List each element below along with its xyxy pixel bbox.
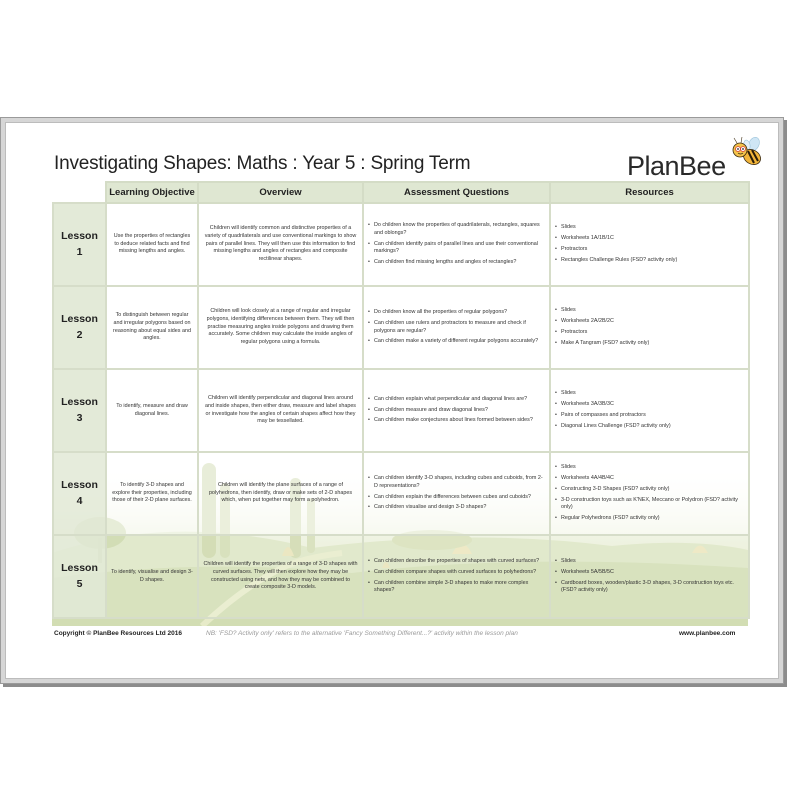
- question-item: • Can children identify 3-D shapes, including cubes and cuboids, from 2-D representations?: [368, 475, 545, 491]
- overview: Children will identify the properties of a range of 3-D shapes with curved surfaces. They will then explore how they may be constructed using nets, and how they may be combined to create composite 3-D models.: [198, 535, 363, 618]
- resource-item: • Worksheets 3A/3B/3C: [555, 401, 744, 409]
- question-item: • Can children describe the properties of shapes with curved surfaces?: [368, 558, 545, 566]
- header-resources: Resources: [550, 182, 749, 203]
- resource-item: • Slides: [555, 307, 744, 315]
- resources: [550, 535, 749, 618]
- resource-item: • Protractors: [555, 246, 744, 254]
- assessment-questions: [363, 369, 550, 452]
- header-empty: [53, 182, 106, 203]
- learning-objective: Use the properties of rectangles to deduce related facts and find missing lengths and angles.: [106, 203, 198, 286]
- header-learning-objective: Learning Objective: [106, 182, 198, 203]
- question-item: • Can children make a variety of different regular polygons accurately?: [368, 338, 545, 346]
- fsd-note: NB: 'FSD? Activity only' refers to the alternative 'Fancy Something Different...?' activity within the lesson plan: [206, 630, 518, 637]
- resources: [550, 286, 749, 369]
- resource-item: • Worksheets 5A/5B/5C: [555, 569, 744, 577]
- resource-item: • Regular Polyhedrons (FSD? activity only): [555, 515, 744, 523]
- question-item: • Can children visualise and design 3-D shapes?: [368, 504, 545, 512]
- table-row: [53, 452, 749, 535]
- question-item: • Can children compare shapes with curved surfaces to polyhedrons?: [368, 569, 545, 577]
- resource-item: • Slides: [555, 224, 744, 232]
- question-item: • Do children know all the properties of regular polygons?: [368, 309, 545, 317]
- overview: Children will identify perpendicular and diagonal lines around and inside shapes, then either draw, measure and label shapes or investigate how the angles of certain shapes affect how they may be tessellated.: [198, 369, 363, 452]
- learning-objective: To identify, visualise and design 3-D shapes.: [106, 535, 198, 618]
- table-row: [53, 203, 749, 286]
- header-assessment-questions: Assessment Questions: [363, 182, 550, 203]
- copyright-text: Copyright © PlanBee Resources Ltd 2016: [54, 630, 182, 637]
- question-item: • Can children identify pairs of parallel lines and use their conventional markings?: [368, 241, 545, 257]
- lesson-label: Lesson 4: [53, 452, 106, 535]
- question-item: • Can children make conjectures about lines formed between sides?: [368, 417, 545, 425]
- resource-item: • Slides: [555, 558, 744, 566]
- lesson-label: Lesson 5: [53, 535, 106, 618]
- resources: [550, 452, 749, 535]
- resource-item: • Slides: [555, 390, 744, 398]
- resource-item: • Protractors: [555, 329, 744, 337]
- table-row: [53, 286, 749, 369]
- assessment-questions: [363, 203, 550, 286]
- table-row: [53, 535, 749, 618]
- learning-objective: To identify, measure and draw diagonal lines.: [106, 369, 198, 452]
- lesson-label: Lesson 1: [53, 203, 106, 286]
- overview: Children will identify common and distinctive properties of a variety of quadrilaterals and use conventional markings to show pairs of parallel lines. They will then use this information to find missing lengths and angles of rectangles and composite rectilinear shapes.: [198, 203, 363, 286]
- assessment-questions: [363, 535, 550, 618]
- header-overview: Overview: [198, 182, 363, 203]
- resources: [550, 203, 749, 286]
- resource-item: • Diagonal Lines Challenge (FSD? activity only): [555, 423, 744, 431]
- learning-objective: To distinguish between regular and irregular polygons based on reasoning about equal sides and angles.: [106, 286, 198, 369]
- website-url: www.planbee.com: [679, 630, 736, 637]
- logo-text: PlanBee: [627, 151, 726, 181]
- lesson-label: Lesson 3: [53, 369, 106, 452]
- question-item: • Can children combine simple 3-D shapes to make more complex shapes?: [368, 580, 545, 596]
- resource-item: • Worksheets 4A/4B/4C: [555, 475, 744, 483]
- learning-objective: To identify 3-D shapes and explore their properties, including those of their 2-D plane surfaces.: [106, 452, 198, 535]
- resource-item: • Worksheets 2A/2B/2C: [555, 318, 744, 326]
- question-item: • Can children explain what perpendicular and diagonal lines are?: [368, 396, 545, 404]
- lesson-label: Lesson 2: [53, 286, 106, 369]
- resource-item: • Cardboard boxes, wooden/plastic 3-D shapes, 3-D construction toys etc. (FSD? activity only): [555, 580, 744, 596]
- resource-item: • Pairs of compasses and protractors: [555, 412, 744, 420]
- assessment-questions: [363, 286, 550, 369]
- question-item: • Can children use rulers and protractors to measure and check if polygons are regular?: [368, 320, 545, 336]
- question-item: • Do children know the properties of quadrilaterals, rectangles, squares and oblongs?: [368, 222, 545, 238]
- resource-item: • 3-D construction toys such as K'NEX, Meccano or Polydron (FSD? activity only): [555, 497, 744, 513]
- bee-icon: [730, 137, 764, 167]
- resources: [550, 369, 749, 452]
- resource-item: • Slides: [555, 464, 744, 472]
- resource-item: • Worksheets 1A/1B/1C: [555, 235, 744, 243]
- page-title: Investigating Shapes: Maths : Year 5 : Spring Term: [54, 153, 471, 174]
- assessment-questions: [363, 452, 550, 535]
- question-item: • Can children find missing lengths and angles of rectangles?: [368, 259, 545, 267]
- question-item: • Can children explain the differences between cubes and cuboids?: [368, 494, 545, 502]
- question-item: • Can children measure and draw diagonal lines?: [368, 407, 545, 415]
- lesson-plan-table: [52, 181, 748, 626]
- resource-item: • Make A Tangram (FSD? activity only): [555, 340, 744, 348]
- overview: Children will identify the plane surfaces of a range of polyhedrons, then identify, draw or make sets of 2-D shapes which, when put together may form a polyhedron.: [198, 452, 363, 535]
- table-row: [53, 369, 749, 452]
- resource-item: • Rectangles Challenge Rules (FSD? activity only): [555, 257, 744, 265]
- planbee-logo: [627, 143, 757, 183]
- resource-item: • Constructing 3-D Shapes (FSD? activity only): [555, 486, 744, 494]
- overview: Children will look closely at a range of regular and irregular polygons, identifying differences between them. They will then practise measuring angles inside polygons and drawing them accurately. Some children may calculate the inside angles of regular polygons using a formula.: [198, 286, 363, 369]
- table-header-row: [53, 182, 749, 203]
